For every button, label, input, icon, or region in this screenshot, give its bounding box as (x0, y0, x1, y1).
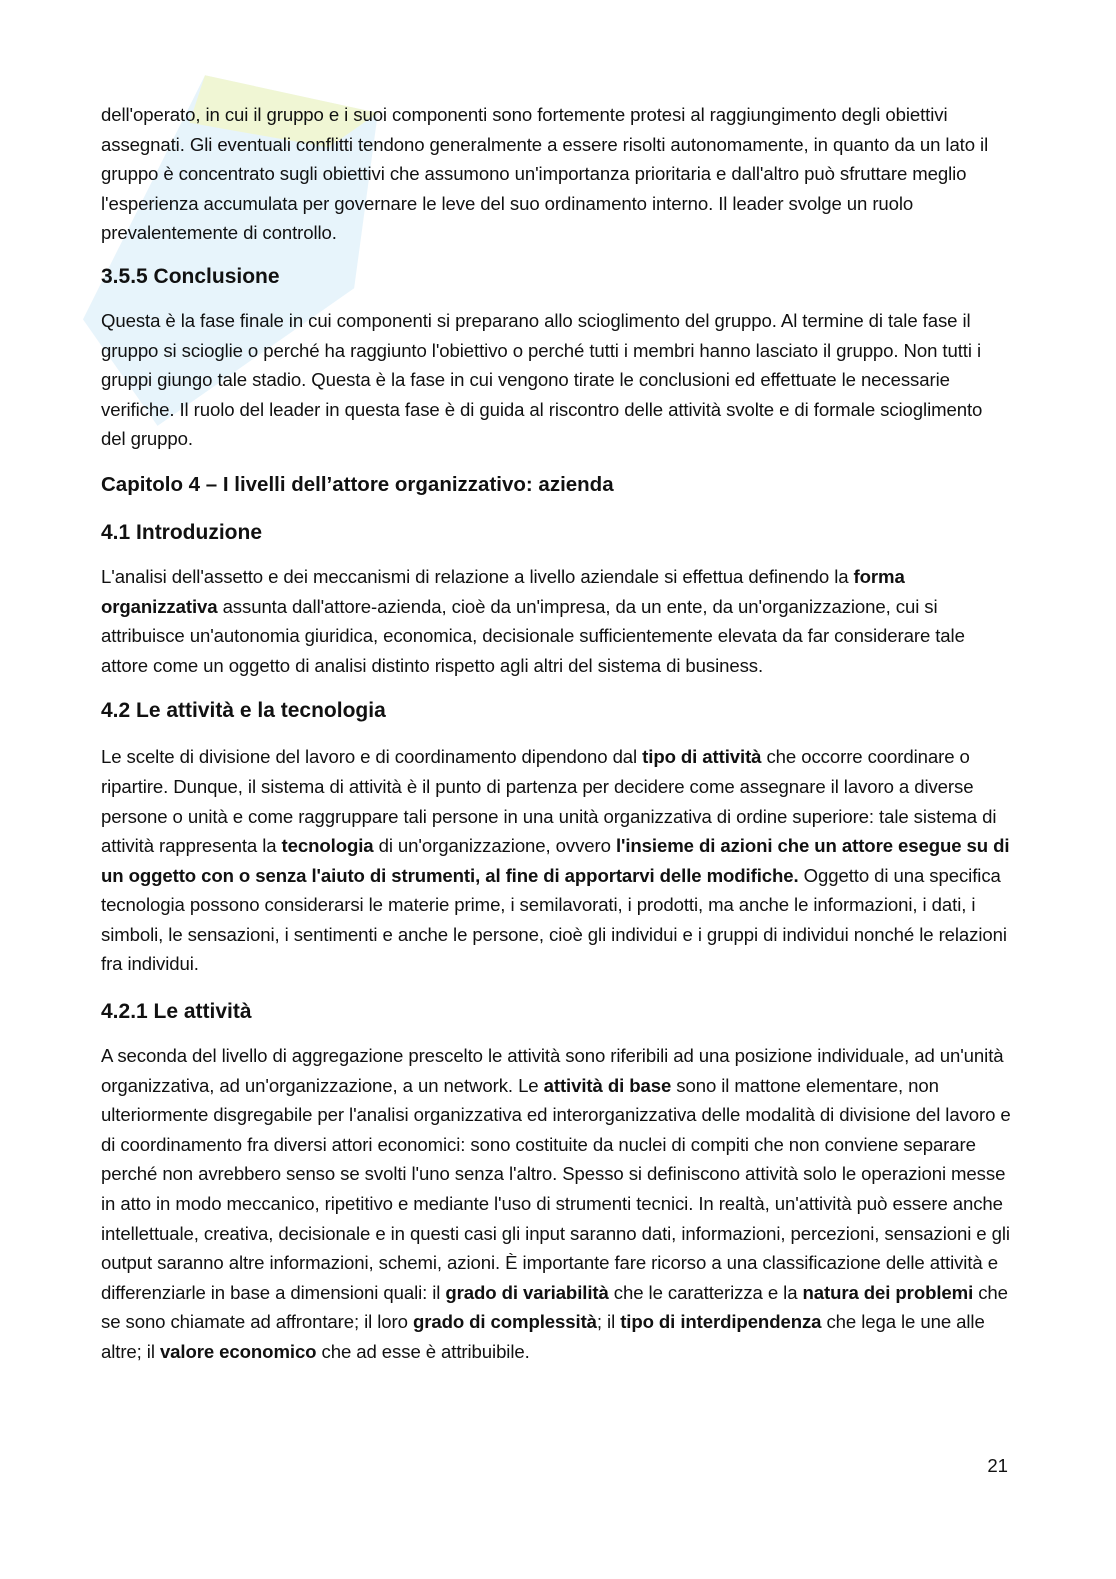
text-span: che occorre coordinare o ripartire. Dunque, il sistema di attività è il punto di partenza per decidere come assegnare il lavoro a diverse persone o unità e come raggruppare tali persone in una unità organizzativa di ordine superiore: tale sistema di attività rappresenta la (101, 746, 997, 857)
text-span: Le scelte di divisione del lavoro e di coordinamento dipendono dal (101, 746, 643, 768)
page-number: 21 (987, 1455, 1008, 1476)
document-page (101, 100, 1011, 1367)
heading-3-5-5: 3.5.5 Conclusione (101, 264, 280, 288)
bold-term: forma organizzativa (101, 565, 905, 617)
text-span: che ad esse è attribuibile. (316, 1341, 530, 1362)
text-span: di un'organizzazione, ovvero (373, 835, 616, 857)
bold-term: grado di variabilità (445, 1281, 609, 1303)
heading-4-1: 4.1 Introduzione (101, 520, 263, 544)
intro-paragraph: dell'operato, in cui il gruppo e i suoi componenti sono fortemente protesi al raggiungimento degli obiettivi assegnati. Gli eventuali conflitti tendono generalmente a essere risolti autonomamente, in quanto da un lato il gruppo è concentrato sugli obiettivi che assumono un'importanza prioritaria e dall'altro può sfruttare meglio l'esperienza accumulata per governare le leve del suo ordinamento interno. Il leader svolge un ruolo prevalentemente di controllo. (101, 104, 989, 244)
bold-term: natura dei problemi (802, 1281, 974, 1303)
heading-4-2: 4.2 Le attività e la tecnologia (101, 699, 386, 723)
bold-term: tipo di interdipendenza (620, 1311, 822, 1333)
text-span: ; il (596, 1311, 621, 1333)
text-span: sono il mattone elementare, non ulteriormente disgregabile per l'analisi organizzativa ed interorganizzativa delle modalità di divisione del lavoro e di coordinamento fra diversi attori economici: sono costituite da nuclei di compiti che non conviene separare perché non avrebbero senso se svolti l'uno senza l'altro. Spesso si definiscono attività solo le operazioni messe in atto in modo meccanico, ripetitivo e mediante l'uso di strumenti tecnici. In realtà, un'attività può essere anche intellettuale, creativa, decisionale e in questi casi gli input saranno dati, informazioni, percezioni, sensazioni e gli output saranno altre informazioni, schemi, azioni. È importante fare ricorso a una classificazione delle attività e differenziarle in base a dimensioni quali: il (101, 1074, 1011, 1303)
bold-term: tecnologia (281, 835, 374, 857)
text-span: assunta dall'attore-azienda, cioè da un'impresa, da un ente, da un'organizzazione, cui si attribuisce un'autonomia giuridica, economica, decisionale sufficientemente elevata da far considerare tale attore come un oggetto di analisi distinto rispetto agli altri del sistema di business. (101, 595, 965, 676)
paragraph-4-2 (101, 742, 1011, 979)
paragraph-4-2-1 (101, 1041, 1011, 1367)
bold-term: grado di complessità (412, 1311, 597, 1333)
bold-term: tipo di attività (642, 746, 762, 768)
text-span: Oggetto di una specifica tecnologia possono considerarsi le materie prime, i semilavorati, i prodotti, ma anche le informazioni, i dati, i simboli, le sensazioni, i sentimenti e anche le persone, cioè gli individui e i gruppi di individui nonché le relazioni fra individui. (101, 864, 1007, 975)
bold-term: l'insieme di azioni che un attore esegue su di un oggetto con o senza l'aiuto di strumenti, al fine di apportarvi delle modifiche. (101, 835, 1010, 886)
chapter-heading: Capitolo 4 – I livelli dell’attore organizzativo: azienda (101, 472, 614, 496)
bold-term: attività di base (543, 1074, 672, 1096)
bold-term: valore economico (159, 1341, 317, 1362)
text-span: che lega le une alle altre; il (101, 1311, 985, 1362)
paragraph-4-1 (101, 562, 1011, 680)
text-span: A seconda del livello di aggregazione prescelto le attività sono riferibili ad una posizione individuale, ad un'unità organizzativa, ad un'organizzazione, a un network. Le (101, 1045, 1004, 1096)
text-span: che se sono chiamate ad affrontare; il loro (101, 1281, 1008, 1333)
paragraph-3-5-5: Questa è la fase finale in cui componenti si preparano allo scioglimento del gruppo. Al termine di tale fase il gruppo si scioglie o perché ha raggiunto l'obiettivo o perché tutti i membri hanno lasciato il gruppo. Non tutti i gruppi giungo tale stadio. Questa è la fase in cui vengono tirate le conclusioni ed effettuate le necessarie verifiche. Il ruolo del leader in questa fase è di guida al riscontro delle attività svolte e di formale scioglimento del gruppo. (101, 309, 983, 450)
text-span: L'analisi dell'assetto e dei meccanismi di relazione a livello aziendale si effettua definendo la (101, 565, 854, 587)
text-span: che le caratterizza e la (608, 1281, 803, 1303)
heading-4-2-1: 4.2.1 Le attività (101, 1000, 252, 1024)
